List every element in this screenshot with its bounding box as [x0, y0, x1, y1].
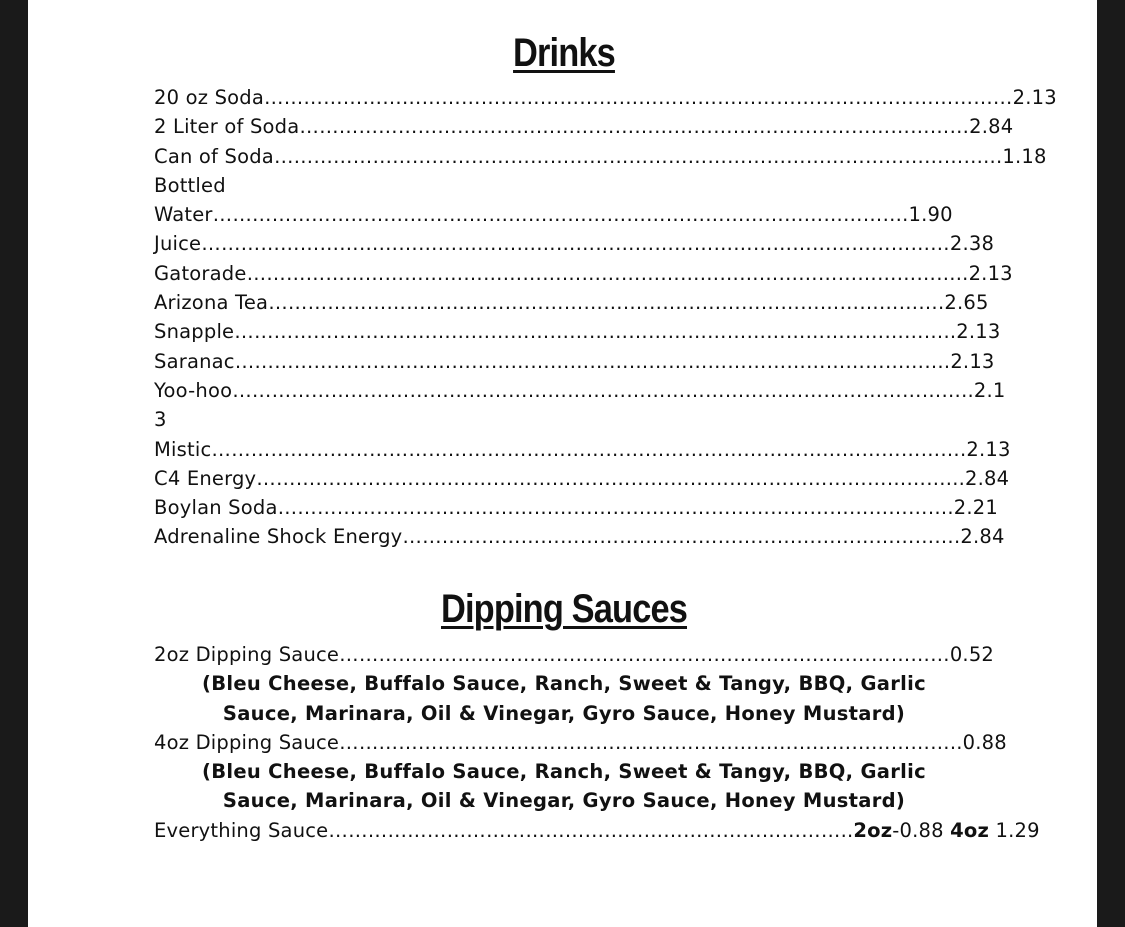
- size-4oz-label: 4oz: [950, 818, 990, 842]
- drink-line: Snapple………………………………………………………………………………………………..2.13: [154, 320, 1001, 344]
- size-2oz-price: -0.88: [892, 818, 951, 842]
- drink-line: 20 oz Soda……………………………………………………………………………………………………2.13: [154, 86, 1057, 109]
- size-4oz-price: 1.29: [989, 818, 1040, 842]
- drink-line: Gatorade………………………………………………………………………………………………..2.13: [154, 261, 1013, 285]
- drink-line: Water…………………………………………………………………………………………….1.90: [154, 203, 953, 227]
- drinks-heading: Drinks: [513, 31, 615, 75]
- everything-sauce-name: Everything Sauce……………………………………………………………………..: [154, 818, 854, 842]
- sauce-2oz-line: 2oz Dipping Sauce…………………………………………………………………………………0.52: [154, 643, 995, 666]
- drink-line: C4 Energy……………………………………………………………………………………………...2.84: [154, 466, 1010, 490]
- menu-page: [28, 0, 1097, 927]
- drink-line: Arizona Tea………………………………………………………………………………………….2.65: [154, 291, 989, 315]
- sauce-options-note: Sauce, Marinara, Oil & Vinegar, Gyro Sauce, Honey Mustard): [222, 701, 906, 725]
- sauce-options-note: Sauce, Marinara, Oil & Vinegar, Gyro Sauce, Honey Mustard): [222, 789, 906, 813]
- sauce-options-note: (Bleu Cheese, Buffalo Sauce, Ranch, Sweet & Tangy, BBQ, Garlic: [202, 672, 926, 696]
- drink-line: Saranac……………………………………………………………………………………………….2.13: [154, 349, 995, 373]
- drink-line: Mistic…………………………………………………………………………………………………….2.13: [154, 437, 1011, 461]
- size-2oz-label: 2oz: [853, 818, 893, 842]
- drink-line: 3: [154, 408, 167, 432]
- drink-line: 2 Liter of Soda…………………………………………………………………………………………2.84: [154, 115, 1014, 139]
- drink-line: Adrenaline Shock Energy………………………………………………………………………….2.84: [154, 525, 1005, 549]
- sauces-list: [154, 640, 1040, 845]
- sauce-4oz-line: 4oz Dipping Sauce…………………………………………………………………………………..0.88: [154, 730, 1007, 754]
- drink-line: Bottled: [154, 173, 226, 197]
- drink-line: Boylan Soda………………………………………………………………………………………….2.21: [154, 496, 999, 520]
- everything-sauce-line: [154, 816, 1040, 845]
- drink-line: Yoo-hoo…………………………………………………………………………………………………..2.1: [154, 378, 1006, 402]
- drink-line: Can of Soda………………………………………………………………………………………………...1.18: [154, 144, 1047, 168]
- sauce-options-note: (Bleu Cheese, Buffalo Sauce, Ranch, Sweet & Tangy, BBQ, Garlic: [202, 760, 926, 784]
- dipping-sauces-heading: Dipping Sauces: [440, 587, 688, 631]
- drink-line: Juice……………………………………………………………………………………………………2.38: [154, 232, 995, 256]
- drinks-list: [154, 83, 1057, 552]
